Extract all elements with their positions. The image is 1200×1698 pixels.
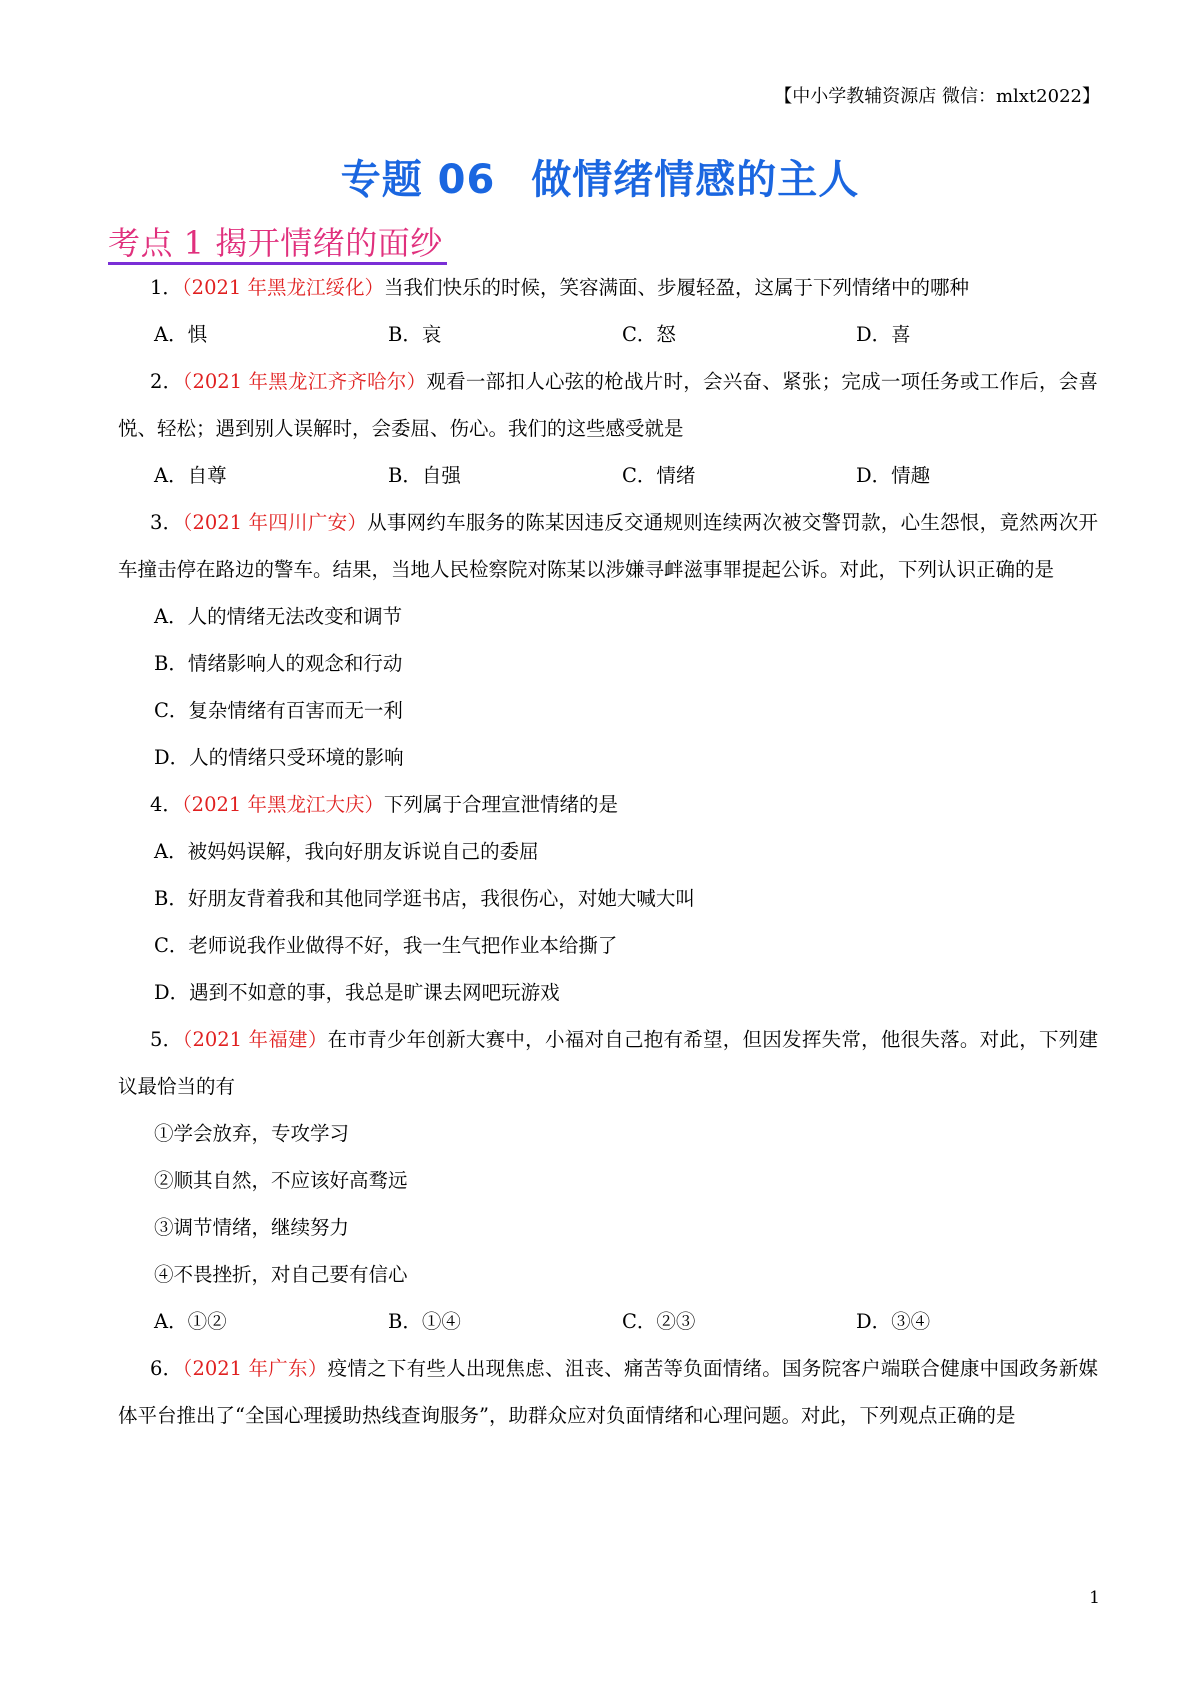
options-row bbox=[118, 1298, 1098, 1345]
option-d: D．情趣 bbox=[856, 464, 931, 487]
question-text: 下列属于合理宣泄情绪的是 bbox=[384, 793, 619, 816]
option-d: D．遇到不如意的事，我总是旷课去网吧玩游戏 bbox=[154, 981, 560, 1004]
option-c: C．怒 bbox=[622, 323, 676, 346]
question-stem bbox=[118, 1345, 1098, 1439]
options-row bbox=[118, 452, 1098, 499]
question-number: 2． bbox=[150, 370, 183, 393]
question-1 bbox=[118, 264, 1098, 358]
section-heading-text: 考点 1 揭开情绪的面纱 bbox=[108, 224, 443, 262]
option-b: B．自强 bbox=[388, 464, 461, 487]
question-source: （2021 年广东） bbox=[182, 1357, 328, 1380]
question-stem bbox=[118, 1016, 1098, 1110]
question-4 bbox=[118, 781, 1098, 1016]
statement-1: ①学会放弃，专攻学习 bbox=[154, 1122, 350, 1145]
title-number: 专题 06 bbox=[340, 157, 496, 203]
option-d: D．喜 bbox=[856, 323, 911, 346]
section-heading bbox=[108, 218, 443, 264]
question-stem bbox=[118, 499, 1098, 593]
option-a: A．惧 bbox=[154, 323, 208, 346]
question-5 bbox=[118, 1016, 1098, 1345]
statement-2: ②顺其自然，不应该好高骛远 bbox=[154, 1169, 408, 1192]
question-number: 1． bbox=[150, 276, 182, 299]
option-d: D．③④ bbox=[856, 1310, 931, 1333]
question-number: 4． bbox=[150, 793, 182, 816]
question-number: 6． bbox=[150, 1357, 183, 1380]
option-b: B．情绪影响人的观念和行动 bbox=[154, 652, 403, 675]
question-source: （2021 年黑龙江绥化） bbox=[181, 276, 384, 299]
question-text: 从事网约车服务的陈某因违反交通规则连续两次被交警罚款，心生怨恨，竟然两次开车撞击停在路边的警车。结果，当地人民检察院对陈某以涉嫌寻衅滋事罪提起公诉。对此，下列认识正确的是 bbox=[118, 511, 1098, 581]
option-c: C．老师说我作业做得不好，我一生气把作业本给撕了 bbox=[154, 934, 618, 957]
question-text: 疫情之下有些人出现焦虑、沮丧、痛苦等负面情绪。国务院客户端联合健康中国政务新媒体平台推出了“全国心理援助热线查询服务”，助群众应对负面情绪和心理问题。对此，下列观点正确的是 bbox=[118, 1357, 1098, 1427]
question-number: 5． bbox=[150, 1028, 183, 1051]
option-b: B．哀 bbox=[388, 323, 442, 346]
question-3 bbox=[118, 499, 1098, 781]
option-b: B．①④ bbox=[388, 1310, 461, 1333]
question-stem bbox=[118, 264, 1098, 311]
title-text: 做情绪情感的主人 bbox=[531, 157, 860, 203]
page-number: 1 bbox=[1089, 1588, 1100, 1608]
header-note: 【中小学教辅资源店 微信：mlxt2022】 bbox=[774, 86, 1100, 107]
option-c: C．情绪 bbox=[622, 464, 696, 487]
question-source: （2021 年福建） bbox=[182, 1028, 328, 1051]
statement-3: ③调节情绪，继续努力 bbox=[154, 1216, 350, 1239]
question-list bbox=[118, 264, 1098, 1439]
question-source: （2021 年黑龙江大庆） bbox=[181, 793, 384, 816]
options-row bbox=[118, 311, 1098, 358]
document-title bbox=[0, 148, 1200, 205]
question-6 bbox=[118, 1345, 1098, 1439]
question-2 bbox=[118, 358, 1098, 499]
option-c: C．②③ bbox=[622, 1310, 696, 1333]
option-a: A．人的情绪无法改变和调节 bbox=[154, 605, 403, 628]
option-a: A．①② bbox=[154, 1310, 227, 1333]
option-b: B．好朋友背着我和其他同学逛书店，我很伤心，对她大喊大叫 bbox=[154, 887, 695, 910]
question-stem bbox=[118, 358, 1098, 452]
question-stem bbox=[118, 781, 1098, 828]
question-number: 3． bbox=[150, 511, 183, 534]
statement-4: ④不畏挫折，对自己要有信心 bbox=[154, 1263, 408, 1286]
question-text: 当我们快乐的时候，笑容满面、步履轻盈，这属于下列情绪中的哪种 bbox=[384, 276, 970, 299]
question-source: （2021 年四川广安） bbox=[182, 511, 368, 534]
option-d: D．人的情绪只受环境的影响 bbox=[154, 746, 404, 769]
option-a: A．自尊 bbox=[154, 464, 227, 487]
question-source: （2021 年黑龙江齐齐哈尔） bbox=[182, 370, 427, 393]
question-text: 在市青少年创新大赛中，小福对自己抱有希望，但因发挥失常，他很失落。对此，下列建议最恰当的有 bbox=[118, 1028, 1098, 1098]
option-a: A．被妈妈误解，我向好朋友诉说自己的委屈 bbox=[154, 840, 539, 863]
option-c: C．复杂情绪有百害而无一利 bbox=[154, 699, 403, 722]
question-text: 观看一部扣人心弦的枪战片时，会兴奋、紧张；完成一项任务或工作后，会喜悦、轻松；遇到别人误解时，会委屈、伤心。我们的这些感受就是 bbox=[118, 370, 1098, 440]
